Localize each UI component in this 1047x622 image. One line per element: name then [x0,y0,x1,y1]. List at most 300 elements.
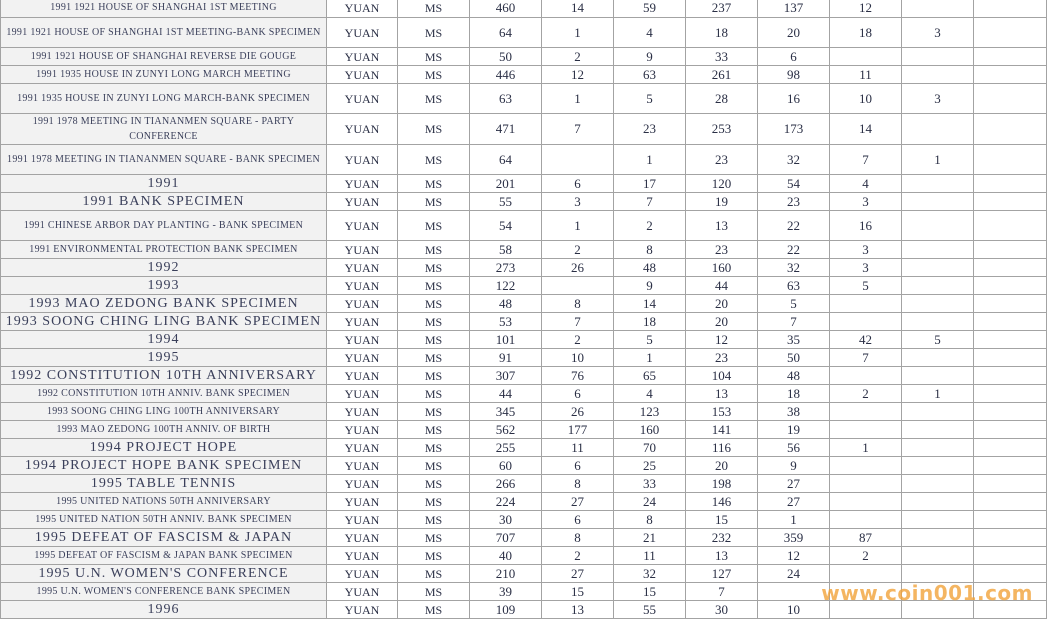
grade-count-cell [830,313,902,331]
coin-name-cell: 1995 DEFEAT OF FASCISM & JAPAN [1,529,327,547]
total-cell: 562 [470,421,542,439]
table-row [1,84,1047,114]
coin-name-cell: 1993 MAO ZEDONG BANK SPECIMEN [1,295,327,313]
coin-name-cell: 1991 1935 HOUSE IN ZUNYI LONG MARCH-BANK SPECIMEN [1,84,327,114]
grade-cell: MS [398,313,470,331]
grade-count-cell: 123 [614,403,686,421]
grade-count-cell: 20 [686,313,758,331]
empty-cell [974,313,1047,331]
grade-count-cell: 5 [902,331,974,349]
grade-cell: MS [398,114,470,145]
unit-cell: YUAN [327,211,398,241]
table-row [1,385,1047,403]
table-row [1,145,1047,175]
table-row [1,48,1047,66]
grade-count-cell: 14 [542,0,614,18]
grade-count-cell: 26 [542,259,614,277]
coin-name-cell: 1995 UNITED NATION 50TH ANNIV. BANK SPECIMEN [1,511,327,529]
grade-count-cell: 5 [758,295,830,313]
grade-count-cell: 27 [758,493,830,511]
coin-name-cell: 1995 UNITED NATIONS 50TH ANNIVERSARY [1,493,327,511]
unit-cell: YUAN [327,529,398,547]
grade-count-cell [902,565,974,583]
grade-count-cell: 12 [758,547,830,565]
grade-count-cell: 27 [542,493,614,511]
grade-cell: MS [398,331,470,349]
empty-cell [974,349,1047,367]
grade-count-cell: 3 [830,259,902,277]
grade-count-cell [830,48,902,66]
grade-count-cell: 30 [686,601,758,619]
grade-count-cell: 15 [542,583,614,601]
coin-name-cell: 1991 1935 HOUSE IN ZUNYI LONG MARCH MEETING [1,66,327,84]
total-cell: 122 [470,277,542,295]
coin-name-cell: 1994 PROJECT HOPE [1,439,327,457]
unit-cell: YUAN [327,547,398,565]
grade-count-cell: 54 [758,175,830,193]
grade-count-cell: 153 [686,403,758,421]
table-row [1,18,1047,48]
grade-count-cell: 359 [758,529,830,547]
total-cell: 50 [470,48,542,66]
grade-count-cell: 173 [758,114,830,145]
grade-count-cell: 12 [830,0,902,18]
grade-count-cell: 24 [758,565,830,583]
grade-count-cell: 18 [758,385,830,403]
empty-cell [974,331,1047,349]
grade-count-cell: 11 [542,439,614,457]
unit-cell: YUAN [327,349,398,367]
grade-count-cell: 4 [830,175,902,193]
grade-cell: MS [398,193,470,211]
grade-count-cell: 27 [542,565,614,583]
total-cell: 60 [470,457,542,475]
total-cell: 345 [470,403,542,421]
grade-count-cell: 23 [614,114,686,145]
unit-cell: YUAN [327,295,398,313]
grade-cell: MS [398,367,470,385]
grade-count-cell: 232 [686,529,758,547]
grade-count-cell [902,211,974,241]
grade-count-cell: 87 [830,529,902,547]
empty-cell [974,403,1047,421]
grade-count-cell: 14 [614,295,686,313]
table-row [1,193,1047,211]
grade-count-cell: 8 [542,529,614,547]
unit-cell: YUAN [327,175,398,193]
grade-count-cell: 32 [758,259,830,277]
grade-count-cell: 3 [902,18,974,48]
grade-count-cell: 20 [686,457,758,475]
grade-count-cell: 11 [830,66,902,84]
grade-count-cell [902,277,974,295]
table-row [1,114,1047,145]
grade-count-cell: 2 [830,385,902,403]
grade-count-cell: 16 [830,211,902,241]
grade-count-cell: 2 [830,547,902,565]
grade-count-cell [902,241,974,259]
grade-count-cell: 33 [614,475,686,493]
grade-count-cell: 8 [614,511,686,529]
grade-count-cell: 6 [542,511,614,529]
unit-cell: YUAN [327,241,398,259]
grade-count-cell: 2 [542,331,614,349]
grade-count-cell: 20 [686,295,758,313]
grade-cell: MS [398,475,470,493]
grade-count-cell [902,367,974,385]
coin-name-cell: 1995 U.N. WOMEN'S CONFERENCE [1,565,327,583]
watermark-logo: www.coin001.com [821,581,1033,605]
unit-cell: YUAN [327,331,398,349]
grade-cell: MS [398,565,470,583]
grade-cell: MS [398,403,470,421]
grade-cell: MS [398,529,470,547]
grade-count-cell: 3 [542,193,614,211]
table-row [1,511,1047,529]
unit-cell: YUAN [327,193,398,211]
grade-count-cell: 63 [758,277,830,295]
grade-count-cell: 104 [686,367,758,385]
table-row [1,403,1047,421]
grade-count-cell [542,145,614,175]
grade-count-cell: 23 [686,349,758,367]
grade-count-cell [902,193,974,211]
grade-count-cell [902,439,974,457]
grade-count-cell [902,493,974,511]
coin-name-cell: 1996 [1,601,327,619]
grade-count-cell: 98 [758,66,830,84]
grade-count-cell: 7 [830,349,902,367]
empty-cell [974,511,1047,529]
coin-name-cell: 1991 CHINESE ARBOR DAY PLANTING - BANK SPECIMEN [1,211,327,241]
grade-count-cell: 59 [614,0,686,18]
table-row [1,0,1047,18]
total-cell: 64 [470,18,542,48]
grade-cell: MS [398,241,470,259]
grade-count-cell: 23 [758,193,830,211]
grade-count-cell: 8 [542,295,614,313]
empty-cell [974,84,1047,114]
grade-count-cell: 2 [542,48,614,66]
grade-count-cell: 1 [542,84,614,114]
grade-count-cell: 25 [614,457,686,475]
unit-cell: YUAN [327,511,398,529]
total-cell: 64 [470,145,542,175]
unit-cell: YUAN [327,18,398,48]
table-row [1,241,1047,259]
grade-count-cell: 7 [542,114,614,145]
grade-count-cell: 116 [686,439,758,457]
grade-count-cell: 20 [758,18,830,48]
empty-cell [974,145,1047,175]
grade-count-cell: 33 [686,48,758,66]
table-row [1,439,1047,457]
unit-cell: YUAN [327,66,398,84]
grade-cell: MS [398,175,470,193]
grade-count-cell [902,0,974,18]
grade-count-cell: 76 [542,367,614,385]
grade-count-cell: 22 [758,241,830,259]
grade-count-cell: 19 [758,421,830,439]
grade-count-cell: 5 [614,331,686,349]
grade-count-cell: 22 [758,211,830,241]
coin-name-cell: 1991 ENVIRONMENTAL PROTECTION BANK SPECIMEN [1,241,327,259]
grade-count-cell: 10 [542,349,614,367]
grade-count-cell: 10 [758,601,830,619]
grade-count-cell: 2 [614,211,686,241]
table-row [1,529,1047,547]
grade-count-cell: 15 [686,511,758,529]
grade-cell: MS [398,601,470,619]
grade-count-cell: 5 [830,277,902,295]
grade-count-cell: 1 [758,511,830,529]
grade-count-cell [902,295,974,313]
empty-cell [974,18,1047,48]
grade-count-cell: 23 [686,241,758,259]
unit-cell: YUAN [327,439,398,457]
grade-count-cell: 4 [614,18,686,48]
total-cell: 55 [470,193,542,211]
grade-count-cell: 24 [614,493,686,511]
unit-cell: YUAN [327,114,398,145]
empty-cell [974,295,1047,313]
grade-count-cell: 9 [614,277,686,295]
grade-count-cell [830,295,902,313]
total-cell: 273 [470,259,542,277]
empty-cell [974,211,1047,241]
grade-cell: MS [398,493,470,511]
grade-count-cell [830,367,902,385]
grade-count-cell [830,511,902,529]
grade-cell: MS [398,349,470,367]
empty-cell [974,529,1047,547]
table-body [1,0,1047,619]
table-row [1,565,1047,583]
grade-count-cell: 1 [542,211,614,241]
grade-count-cell: 38 [758,403,830,421]
empty-cell [974,193,1047,211]
grade-count-cell: 42 [830,331,902,349]
empty-cell [974,114,1047,145]
grade-count-cell: 35 [758,331,830,349]
grade-count-cell: 177 [542,421,614,439]
grade-count-cell: 12 [542,66,614,84]
empty-cell [974,367,1047,385]
table-row [1,457,1047,475]
total-cell: 224 [470,493,542,511]
empty-cell [974,175,1047,193]
grade-count-cell: 7 [614,193,686,211]
grade-count-cell [902,114,974,145]
grade-count-cell: 7 [758,313,830,331]
grade-count-cell [902,175,974,193]
total-cell: 210 [470,565,542,583]
grade-count-cell: 160 [614,421,686,439]
coin-name-cell: 1991 1978 MEETING IN TIANANMEN SQUARE - PARTY CONFERENCE [1,114,327,145]
table-row [1,313,1047,331]
table-row [1,259,1047,277]
empty-cell [974,565,1047,583]
grade-count-cell: 13 [686,385,758,403]
unit-cell: YUAN [327,403,398,421]
grade-cell: MS [398,295,470,313]
grade-count-cell: 1 [614,349,686,367]
unit-cell: YUAN [327,457,398,475]
grade-count-cell: 237 [686,0,758,18]
grade-count-cell: 15 [614,583,686,601]
grade-count-cell: 7 [686,583,758,601]
table-row [1,211,1047,241]
total-cell: 63 [470,84,542,114]
grade-count-cell: 13 [686,547,758,565]
total-cell: 39 [470,583,542,601]
grade-count-cell: 1 [902,145,974,175]
grade-count-cell: 4 [614,385,686,403]
grade-count-cell [902,66,974,84]
unit-cell: YUAN [327,565,398,583]
unit-cell: YUAN [327,421,398,439]
grade-cell: MS [398,259,470,277]
grade-count-cell: 26 [542,403,614,421]
grade-count-cell [830,475,902,493]
total-cell: 53 [470,313,542,331]
grade-count-cell: 27 [758,475,830,493]
grade-cell: MS [398,66,470,84]
grade-count-cell [902,457,974,475]
total-cell: 54 [470,211,542,241]
grade-count-cell [902,511,974,529]
grade-count-cell: 141 [686,421,758,439]
total-cell: 460 [470,0,542,18]
coin-name-cell: 1992 [1,259,327,277]
empty-cell [974,547,1047,565]
grade-cell: MS [398,145,470,175]
grade-count-cell [830,457,902,475]
grade-count-cell: 9 [614,48,686,66]
unit-cell: YUAN [327,259,398,277]
grade-count-cell: 7 [830,145,902,175]
grade-count-cell: 3 [830,241,902,259]
grade-count-cell [902,529,974,547]
grade-count-cell: 6 [542,175,614,193]
total-cell: 30 [470,511,542,529]
grade-count-cell: 146 [686,493,758,511]
table-row [1,421,1047,439]
coin-name-cell: 1993 SOONG CHING LING 100TH ANNIVERSARY [1,403,327,421]
grade-count-cell: 14 [830,114,902,145]
grade-count-cell [830,421,902,439]
grade-count-cell [542,277,614,295]
grade-count-cell: 120 [686,175,758,193]
grade-count-cell: 253 [686,114,758,145]
unit-cell: YUAN [327,367,398,385]
total-cell: 91 [470,349,542,367]
table-row [1,493,1047,511]
grade-count-cell [830,493,902,511]
grade-count-cell: 32 [614,565,686,583]
grade-count-cell: 5 [614,84,686,114]
total-cell: 101 [470,331,542,349]
unit-cell: YUAN [327,48,398,66]
grade-count-cell: 32 [758,145,830,175]
grade-count-cell: 55 [614,601,686,619]
unit-cell: YUAN [327,313,398,331]
table-row [1,295,1047,313]
grade-count-cell: 19 [686,193,758,211]
empty-cell [974,259,1047,277]
coin-name-cell: 1995 TABLE TENNIS [1,475,327,493]
total-cell: 48 [470,295,542,313]
grade-cell: MS [398,277,470,295]
grade-count-cell: 48 [758,367,830,385]
table-row [1,277,1047,295]
grade-count-cell: 2 [542,547,614,565]
grade-count-cell: 12 [686,331,758,349]
grade-count-cell: 3 [902,84,974,114]
total-cell: 201 [470,175,542,193]
total-cell: 255 [470,439,542,457]
unit-cell: YUAN [327,0,398,18]
table-row [1,367,1047,385]
total-cell: 266 [470,475,542,493]
total-cell: 446 [470,66,542,84]
grade-count-cell: 63 [614,66,686,84]
table-row [1,66,1047,84]
empty-cell [974,457,1047,475]
total-cell: 471 [470,114,542,145]
grade-count-cell [902,48,974,66]
table-row [1,331,1047,349]
coin-name-cell: 1994 [1,331,327,349]
grade-count-cell: 18 [830,18,902,48]
grade-count-cell: 198 [686,475,758,493]
empty-cell [974,48,1047,66]
grade-count-cell: 7 [542,313,614,331]
empty-cell [974,493,1047,511]
total-cell: 109 [470,601,542,619]
grade-count-cell: 127 [686,565,758,583]
empty-cell [974,66,1047,84]
grade-count-cell: 1 [830,439,902,457]
grade-count-cell: 9 [758,457,830,475]
grade-count-cell: 8 [614,241,686,259]
coin-name-cell: 1991 1921 HOUSE OF SHANGHAI 1ST MEETING [1,0,327,18]
grade-count-cell: 13 [542,601,614,619]
grade-count-cell: 8 [542,475,614,493]
table-row [1,175,1047,193]
grade-count-cell: 6 [542,385,614,403]
total-cell: 44 [470,385,542,403]
table-row [1,349,1047,367]
grade-cell: MS [398,48,470,66]
grade-count-cell: 44 [686,277,758,295]
coin-name-cell: 1993 MAO ZEDONG 100TH ANNIV. OF BIRTH [1,421,327,439]
coin-name-cell: 1993 SOONG CHING LING BANK SPECIMEN [1,313,327,331]
grade-count-cell: 16 [758,84,830,114]
grade-cell: MS [398,439,470,457]
unit-cell: YUAN [327,385,398,403]
grade-count-cell: 137 [758,0,830,18]
coin-name-cell: 1991 1921 HOUSE OF SHANGHAI REVERSE DIE GOUGE [1,48,327,66]
total-cell: 40 [470,547,542,565]
grade-count-cell: 6 [542,457,614,475]
grade-count-cell: 56 [758,439,830,457]
coin-name-cell: 1995 U.N. WOMEN'S CONFERENCE BANK SPECIMEN [1,583,327,601]
grade-count-cell: 23 [686,145,758,175]
table-row [1,547,1047,565]
empty-cell [974,475,1047,493]
coin-name-cell: 1992 CONSTITUTION 10TH ANNIVERSARY [1,367,327,385]
